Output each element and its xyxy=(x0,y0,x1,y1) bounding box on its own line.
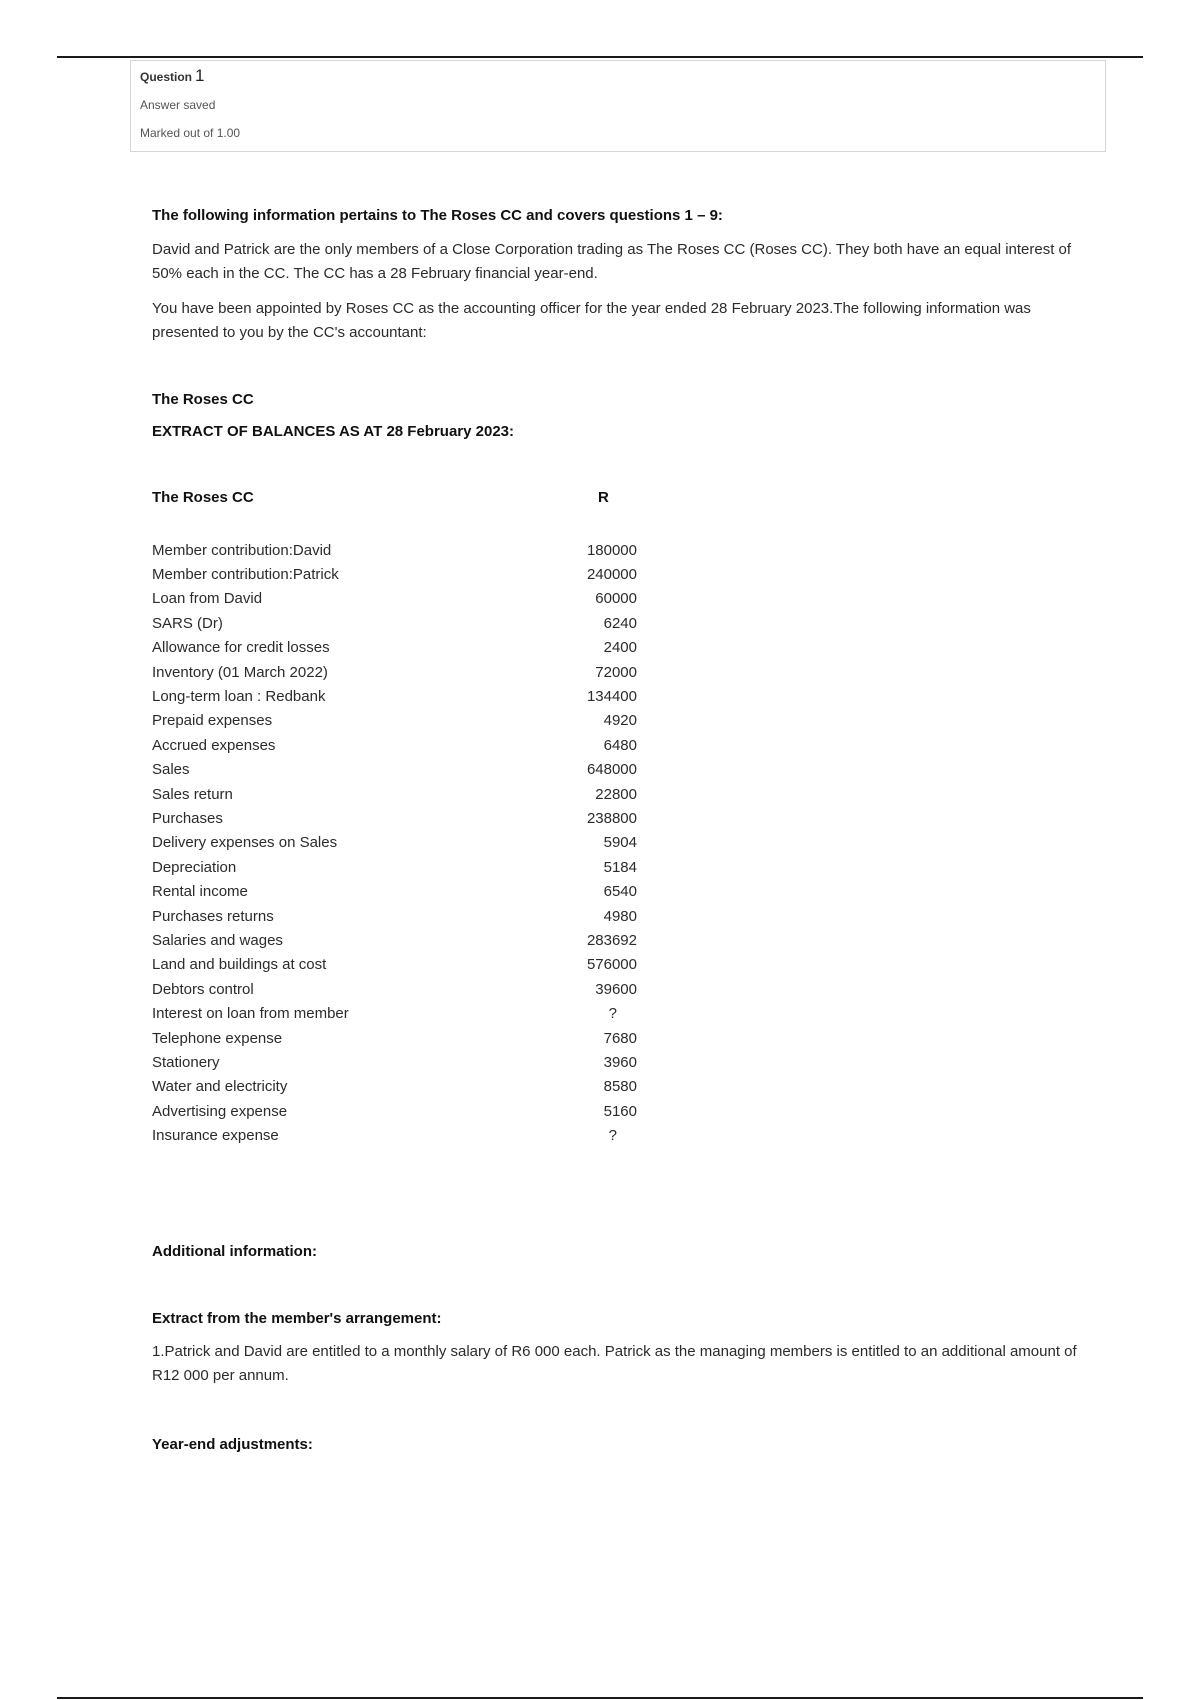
balance-amount: 6480 xyxy=(603,736,637,754)
balance-amount: 7680 xyxy=(603,1029,637,1047)
balance-amount: 6540 xyxy=(603,883,637,901)
balance-row xyxy=(152,538,637,562)
balance-amount: 283692 xyxy=(586,931,637,949)
top-divider xyxy=(57,56,1143,58)
balance-account-name: Accrued expenses xyxy=(152,736,276,754)
arrangement-heading: Extract from the member's arrangement: xyxy=(152,1310,442,1327)
balance-amount: 6240 xyxy=(603,614,637,632)
balance-account-name: Salaries and wages xyxy=(152,931,283,949)
balance-row xyxy=(152,1099,637,1123)
balance-row xyxy=(152,855,637,879)
balance-row xyxy=(152,1050,637,1074)
question-number xyxy=(140,66,204,86)
balance-account-name: Member contribution:David xyxy=(152,541,332,559)
balance-amount: 22800 xyxy=(595,785,637,803)
balance-account-name: Advertising expense xyxy=(152,1102,288,1120)
balance-row xyxy=(152,977,637,1001)
table-header-currency: R xyxy=(598,489,609,506)
balance-account-name: Delivery expenses on Sales xyxy=(152,834,338,852)
balance-amount: 39600 xyxy=(595,980,637,998)
balance-account-name: Insurance expense xyxy=(152,1127,279,1145)
balance-row xyxy=(152,1075,637,1099)
balances-table xyxy=(152,538,637,1148)
balance-account-name: Purchases returns xyxy=(152,907,274,925)
balance-amount: 134400 xyxy=(586,688,637,706)
intro-heading: The following information pertains to The Roses CC and covers questions 1 – 9: xyxy=(152,207,723,224)
balance-account-name: Rental income xyxy=(152,883,248,901)
balance-row xyxy=(152,1123,637,1147)
balance-amount: 576000 xyxy=(586,956,637,974)
balance-account-name: Member contribution:Patrick xyxy=(152,566,339,584)
balance-amount: ? xyxy=(608,1127,617,1145)
balance-account-name: Prepaid expenses xyxy=(152,712,273,730)
balance-row xyxy=(152,904,637,928)
balance-amount: 5160 xyxy=(603,1102,637,1120)
balance-amount: 4920 xyxy=(603,712,637,730)
balance-row xyxy=(152,684,637,708)
extract-title: EXTRACT OF BALANCES AS AT 28 February 2023: xyxy=(152,423,515,440)
intro-paragraph-1: David and Patrick are the only members of a Close Corporation trading as The Roses CC (Roses CC). They both have an equal interest of 50% each in the CC. The CC has a 28 February financial year-end. xyxy=(152,241,1072,282)
balance-account-name: Interest on loan from member xyxy=(152,1005,349,1023)
balance-amount: 4980 xyxy=(603,907,637,925)
balance-row xyxy=(152,660,637,684)
table-header-label: The Roses CC xyxy=(152,489,254,506)
balance-account-name: Land and buildings at cost xyxy=(152,956,327,974)
intro-paragraph-2: You have been appointed by Roses CC as the accounting officer for the year ended 28 February 2023.The following information was presented to you by the CC's accountant: xyxy=(152,300,1031,341)
balance-amount: 5184 xyxy=(603,858,637,876)
balance-account-name: Debtors control xyxy=(152,980,254,998)
bottom-divider xyxy=(57,1697,1143,1699)
balance-amount: ? xyxy=(608,1005,617,1023)
balance-account-name: SARS (Dr) xyxy=(152,614,223,632)
balance-amount: 5904 xyxy=(603,834,637,852)
question-grade: Marked out of 1.00 xyxy=(140,126,241,140)
balance-account-name: Sales xyxy=(152,761,190,779)
balance-row xyxy=(152,562,637,586)
balance-row xyxy=(152,758,637,782)
additional-info-heading: Additional information: xyxy=(152,1243,317,1260)
balance-amount: 238800 xyxy=(586,809,637,827)
balance-amount: 60000 xyxy=(595,590,637,608)
balance-row xyxy=(152,782,637,806)
balance-account-name: Long-term loan : Redbank xyxy=(152,688,326,706)
balance-amount: 648000 xyxy=(586,761,637,779)
balance-row xyxy=(152,636,637,660)
balance-account-name: Stationery xyxy=(152,1053,220,1071)
extract-company: The Roses CC xyxy=(152,391,254,408)
arrangement-text: 1.Patrick and David are entitled to a monthly salary of R6 000 each. Patrick as the managing members is entitled to an additional amount of R12 000 per annum. xyxy=(152,1343,1077,1384)
balance-account-name: Depreciation xyxy=(152,858,237,876)
balance-row xyxy=(152,806,637,830)
balance-amount: 3960 xyxy=(603,1053,637,1071)
balance-amount: 8580 xyxy=(603,1078,637,1096)
balance-account-name: Purchases xyxy=(152,809,223,827)
balance-row xyxy=(152,1026,637,1050)
balance-account-name: Sales return xyxy=(152,785,233,803)
balance-account-name: Telephone expense xyxy=(152,1029,283,1047)
question-number-value: 1 xyxy=(195,66,205,85)
question-info-box xyxy=(130,60,1106,152)
balance-row xyxy=(152,709,637,733)
balance-row xyxy=(152,587,637,611)
balance-row xyxy=(152,733,637,757)
balance-amount: 72000 xyxy=(595,663,637,681)
balance-row xyxy=(152,611,637,635)
balance-amount: 180000 xyxy=(586,541,637,559)
balance-row xyxy=(152,831,637,855)
adjustments-heading: Year-end adjustments: xyxy=(152,1436,313,1453)
balance-amount: 2400 xyxy=(603,639,637,657)
balance-row xyxy=(152,1001,637,1025)
question-state: Answer saved xyxy=(140,98,216,112)
balance-row xyxy=(152,879,637,903)
balance-account-name: Inventory (01 March 2022) xyxy=(152,663,328,681)
balance-amount: 240000 xyxy=(586,566,637,584)
balance-row xyxy=(152,953,637,977)
balance-row xyxy=(152,928,637,952)
balance-account-name: Loan from David xyxy=(152,590,263,608)
balance-account-name: Allowance for credit losses xyxy=(152,639,330,657)
balance-account-name: Water and electricity xyxy=(152,1078,288,1096)
question-label: Question xyxy=(140,70,193,84)
